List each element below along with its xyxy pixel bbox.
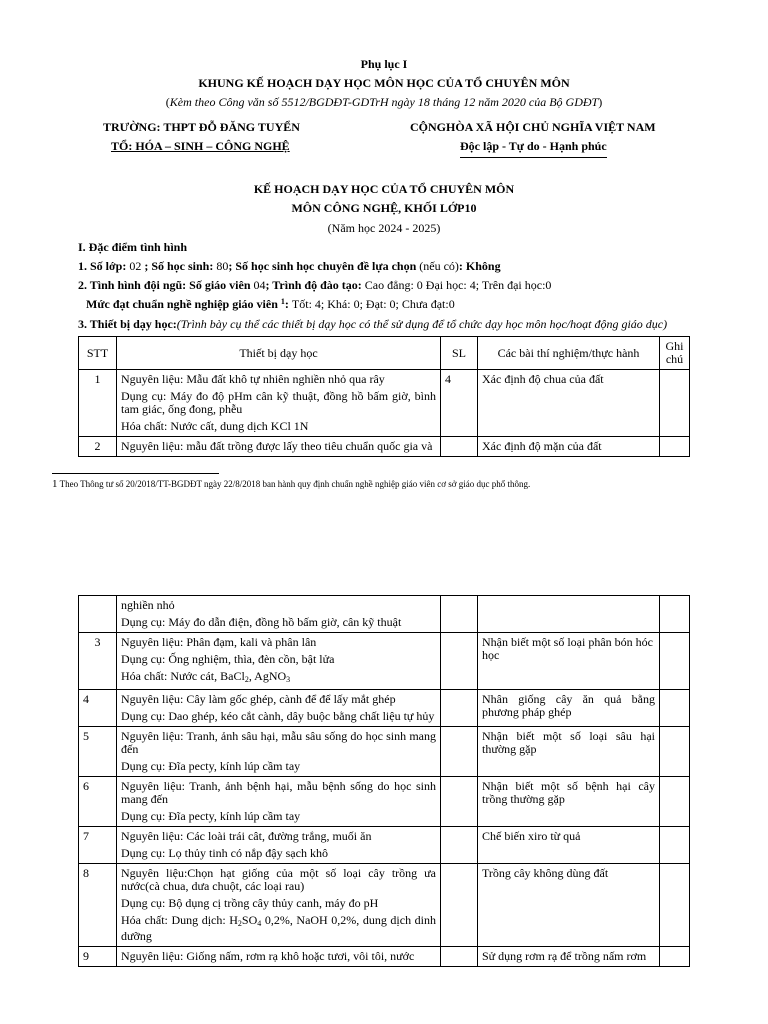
row-note — [660, 690, 690, 727]
row-note — [660, 864, 690, 947]
table-row — [79, 777, 690, 827]
row-note — [660, 827, 690, 864]
row-equipment: nghiền nhỏ Dụng cụ: Máy đo dẫn điện, đồng hồ bấm giờ, cân kỹ thuật — [117, 596, 441, 633]
staff-info: 2. Tình hình đội ngũ: Số giáo viên 04; Trình độ đào tạo: Cao đẳng: 0 Đại học: 4; Trên đại học:0 — [78, 278, 552, 292]
row-stt: 9 — [79, 947, 117, 967]
motto: Độc lập - Tự do - Hạnh phúc — [460, 139, 607, 158]
row-equipment: Nguyên liệu: Tranh, ảnh bệnh hại, mẫu bệnh sống do học sinh mang đến Dụng cụ: Đĩa pecty, kính lúp cầm tay — [117, 777, 441, 827]
row-lab: Nhận biết một số bệnh hại cây trồng thường gặp — [478, 777, 660, 827]
department-name: TỔ: HÓA – SINH – CÔNG NGHỆ — [111, 139, 290, 153]
standard-info: Mức đạt chuẩn nghề nghiệp giáo viên $^1$: Tốt: 4; Khá: 0; Đạt: 0; Chưa đạt:0 — [86, 297, 455, 311]
table-row — [79, 727, 690, 777]
row-lab — [478, 596, 660, 633]
row-sl — [441, 864, 478, 947]
row-equipment: Nguyên liệu: Tranh, ảnh sâu hại, mẫu sâu sống do học sinh mang đến Dụng cụ: Đĩa pecty, kính lúp cầm tay — [117, 727, 441, 777]
row-note — [660, 727, 690, 777]
row-note — [660, 370, 690, 437]
table-row — [79, 827, 690, 864]
table-row — [79, 596, 690, 633]
document-title: KHUNG KẾ HOẠCH DẠY HỌC MÔN HỌC CỦA TỔ CHUYÊN MÔN — [198, 76, 570, 90]
row-lab: Nhận biết một số loại sâu hại thường gặp — [478, 727, 660, 777]
row-equipment: Nguyên liệu:Chọn hạt giống của một số loại cây trồng ưa nước(cà chua, dưa chuột, các loại rau) Dụng cụ: Bộ dụng cị trồng cây thủy canh, máy đo pH Hóa chất: Dung dịch: $H_2SO_4$ 0,2%, NaOH 0,2%, dung dịch dinh dưỡng — [117, 864, 441, 947]
row-sl — [441, 777, 478, 827]
row-note — [660, 633, 690, 690]
row-stt: 5 — [79, 727, 117, 777]
row-equipment: Nguyên liệu: Giống nấm, rơm rạ khô hoặc tươi, vôi tôi, nước — [117, 947, 441, 967]
row-note — [660, 596, 690, 633]
equipment-table-part2 — [78, 595, 690, 967]
row-sl — [441, 596, 478, 633]
table-row — [79, 633, 690, 690]
header-sl: SL — [441, 337, 478, 370]
table-header-row — [79, 337, 690, 370]
row-lab: Chế biến xiro từ quả — [478, 827, 660, 864]
row-stt: 4 — [79, 690, 117, 727]
row-stt: 1 — [79, 370, 117, 437]
row-note — [660, 947, 690, 967]
table-row — [79, 437, 690, 457]
row-sl: 4 — [441, 370, 478, 437]
row-note — [660, 437, 690, 457]
header-stt: STT — [79, 337, 117, 370]
school-name: TRƯỜNG: THPT ĐỖ ĐĂNG TUYỂN — [103, 120, 300, 134]
equipment-info: 3. Thiết bị dạy học:(Trình bày cụ thể các thiết bị dạy học có thể sử dụng để tổ chức dạy học môn học/hoạt động giáo dục) — [78, 317, 668, 331]
table-row — [79, 370, 690, 437]
row-lab: Trồng cây không dùng đất — [478, 864, 660, 947]
plan-subject: MÔN CÔNG NGHỆ, KHỐI LỚP10 — [291, 201, 477, 215]
table-row — [79, 690, 690, 727]
row-sl — [441, 690, 478, 727]
table-row — [79, 864, 690, 947]
row-stt: 3 — [79, 633, 117, 690]
row-note — [660, 777, 690, 827]
row-stt — [79, 596, 117, 633]
footnote-separator — [52, 473, 219, 474]
header-equipment: Thiết bị dạy học — [117, 337, 441, 370]
row-equipment: Nguyên liệu: Các loài trái cât, đường trắng, muối ăn Dụng cụ: Lọ thủy tinh có nắp đậy sạch khô — [117, 827, 441, 864]
equipment-table-part1 — [78, 336, 690, 457]
plan-title: KẾ HOẠCH DẠY HỌC CỦA TỔ CHUYÊN MÔN — [253, 182, 515, 196]
row-lab: Nhân giống cây ăn quả bằng phương pháp ghép — [478, 690, 660, 727]
row-stt: 8 — [79, 864, 117, 947]
nation-name: CỘNGHÒA XÃ HỘI CHỦ NGHĨA VIỆT NAM — [410, 120, 656, 134]
row-sl — [441, 437, 478, 457]
row-lab: Xác định độ chua của đất — [478, 370, 660, 437]
row-sl — [441, 633, 478, 690]
row-stt: 2 — [79, 437, 117, 457]
row-lab: Xác định độ mặn của đất — [478, 437, 660, 457]
class-info: 1. Số lớp: 02 ; Số học sinh: 80; Số học sinh học chuyên đề lựa chọn (nếu có): Không — [78, 259, 501, 273]
header-lab: Các bài thí nghiệm/thực hành — [478, 337, 660, 370]
row-stt: 6 — [79, 777, 117, 827]
appendix-label: Phụ lục I — [360, 57, 408, 71]
footnote: 1 Theo Thông tư số 20/2018/TT-BGDĐT ngày 22/8/2018 ban hành quy định chuẩn nghề nghiệp giáo viên cơ sở giáo dục phổ thông. — [52, 478, 531, 490]
document-subtitle: (Kèm theo Công văn số 5512/BGDĐT-GDTrH ngày 18 tháng 12 năm 2020 của Bộ GDĐT) — [165, 95, 603, 109]
row-sl — [441, 727, 478, 777]
plan-year: (Năm học 2024 - 2025) — [327, 221, 441, 235]
section-heading: I. Đặc điểm tình hình — [78, 240, 188, 254]
row-equipment: Nguyên liệu: Phân đạm, kali và phân lân Dụng cụ: Ống nghiệm, thìa, đèn cồn, bật lửa Hóa chất: Nước cát, BaCl$_2$, AgNO$_3$ — [117, 633, 441, 690]
row-equipment: Nguyên liệu: mẫu đất trồng được lấy theo tiêu chuẩn quốc gia và — [117, 437, 441, 457]
table-row — [79, 947, 690, 967]
row-sl — [441, 827, 478, 864]
row-sl — [441, 947, 478, 967]
row-equipment: Nguyên liệu: Mẫu đất khô tự nhiên nghiền nhỏ qua rây Dụng cụ: Máy đo độ pHm cân kỹ thuật, đồng hồ bấm giờ, bình tam giác, ống đong, phễu Hóa chất: Nước cất, dung dịch KCl 1N — [117, 370, 441, 437]
row-equipment: Nguyên liệu: Cây làm gốc ghép, cành để để lấy mắt ghép Dụng cụ: Dao ghép, kéo cắt cành, dây buộc bằng chất liệu tự hủy — [117, 690, 441, 727]
row-lab: Nhận biết một số loại phân bón hóc học — [478, 633, 660, 690]
row-lab: Sử dụng rơm rạ để trồng nấm rơm — [478, 947, 660, 967]
row-stt: 7 — [79, 827, 117, 864]
header-note: Ghi chú — [660, 337, 690, 370]
